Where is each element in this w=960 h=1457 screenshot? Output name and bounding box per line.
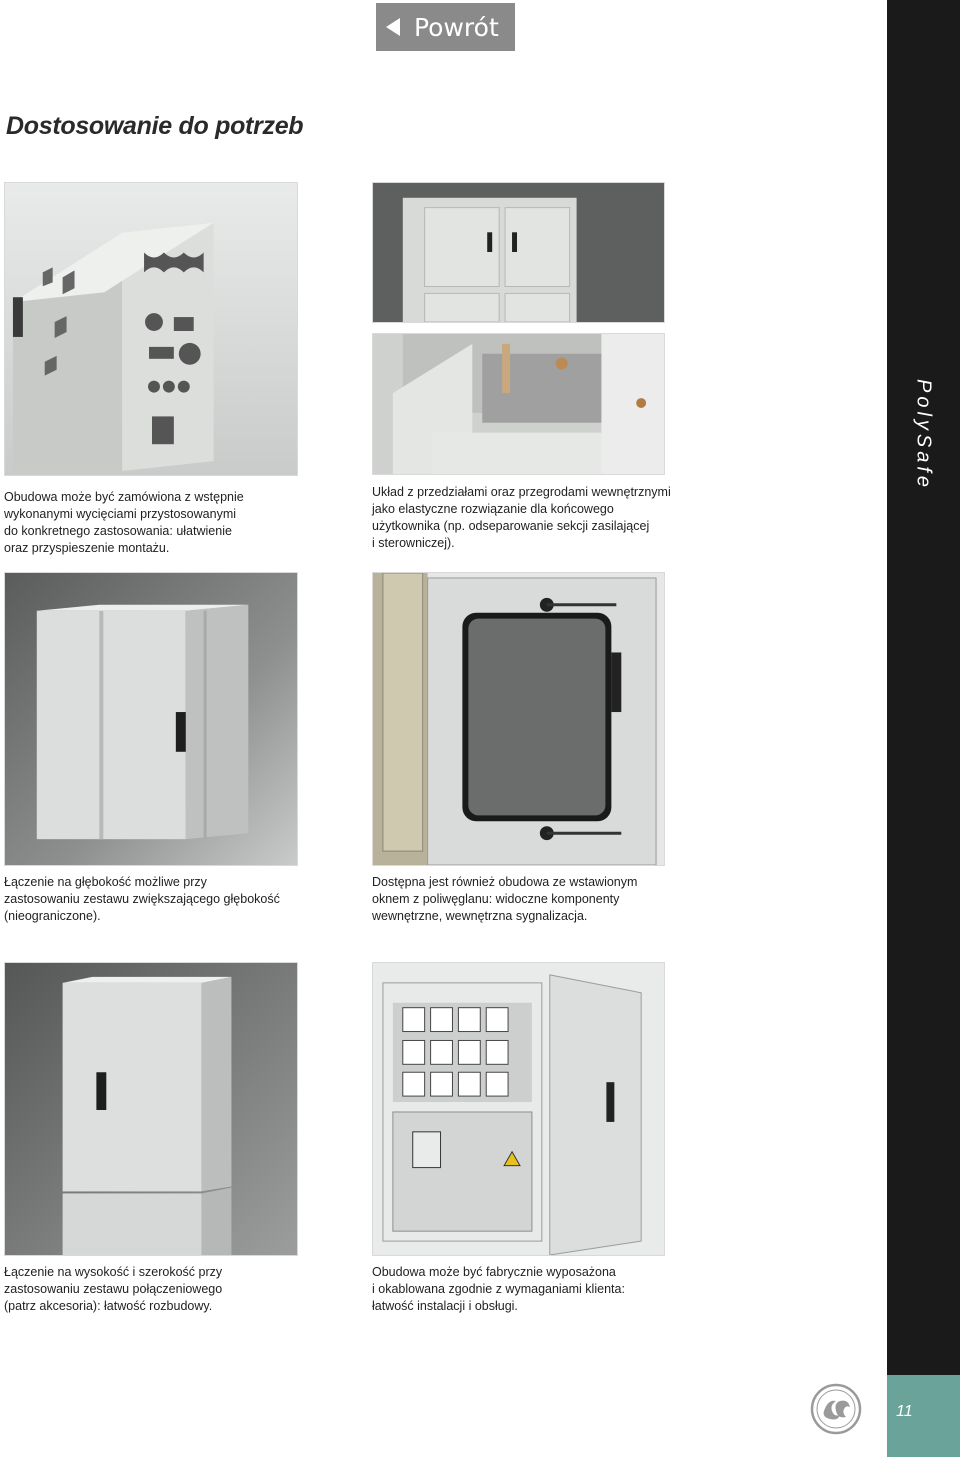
- page-number: 11: [896, 1403, 913, 1420]
- caption-height: Łączenie na wysokość i szerokość przy zastosowaniu zestawu połączeniowego (patrz akcesoria): łatwość rozbudowy.: [4, 1265, 223, 1313]
- right-sidebar: [887, 0, 960, 1457]
- caption-depth: Łączenie na głębokość możliwe przy zastosowaniu zestawu zwiększającego głębokość (nieograniczone).: [4, 875, 280, 923]
- photo-window-door: [372, 572, 665, 866]
- photo-factory-wired: [372, 962, 665, 1256]
- brand-name: PolySafe: [912, 379, 935, 492]
- ge-logo: [810, 1383, 862, 1435]
- triangle-left-icon: [386, 18, 400, 36]
- page-title: Dostosowanie do potrzeb: [6, 112, 304, 140]
- photo-compartments-closed: [372, 182, 665, 323]
- photo-depth-joining: [4, 572, 298, 866]
- back-button[interactable]: [376, 3, 515, 51]
- caption-cutouts: Obudowa może być zamówiona z wstępnie wykonanymi wycięciami przystosowanymi do konkretnego zastosowania: ułatwienie oraz przyspieszenie montażu.: [4, 490, 244, 555]
- photo-cabinet-cutouts: [4, 182, 298, 476]
- photo-compartments-open: [372, 333, 665, 475]
- back-button-label: Powrót: [414, 12, 499, 42]
- caption-compartments: Układ z przedziałami oraz przegrodami wewnętrznymi jako elastyczne rozwiązanie dla końcowego użytkownika (np. odseparowanie sekcji zasilającej i sterowniczej).: [372, 485, 671, 550]
- caption-window: Dostępna jest również obudowa ze wstawionym oknem z poliwęglanu: widoczne komponenty wewnętrzne, wewnętrzna sygnalizacja.: [372, 875, 638, 923]
- caption-factory: Obudowa może być fabrycznie wyposażona i okablowana zgodnie z wymaganiami klienta: łatwość instalacji i obsługi.: [372, 1265, 625, 1313]
- photo-height-joining: [4, 962, 298, 1256]
